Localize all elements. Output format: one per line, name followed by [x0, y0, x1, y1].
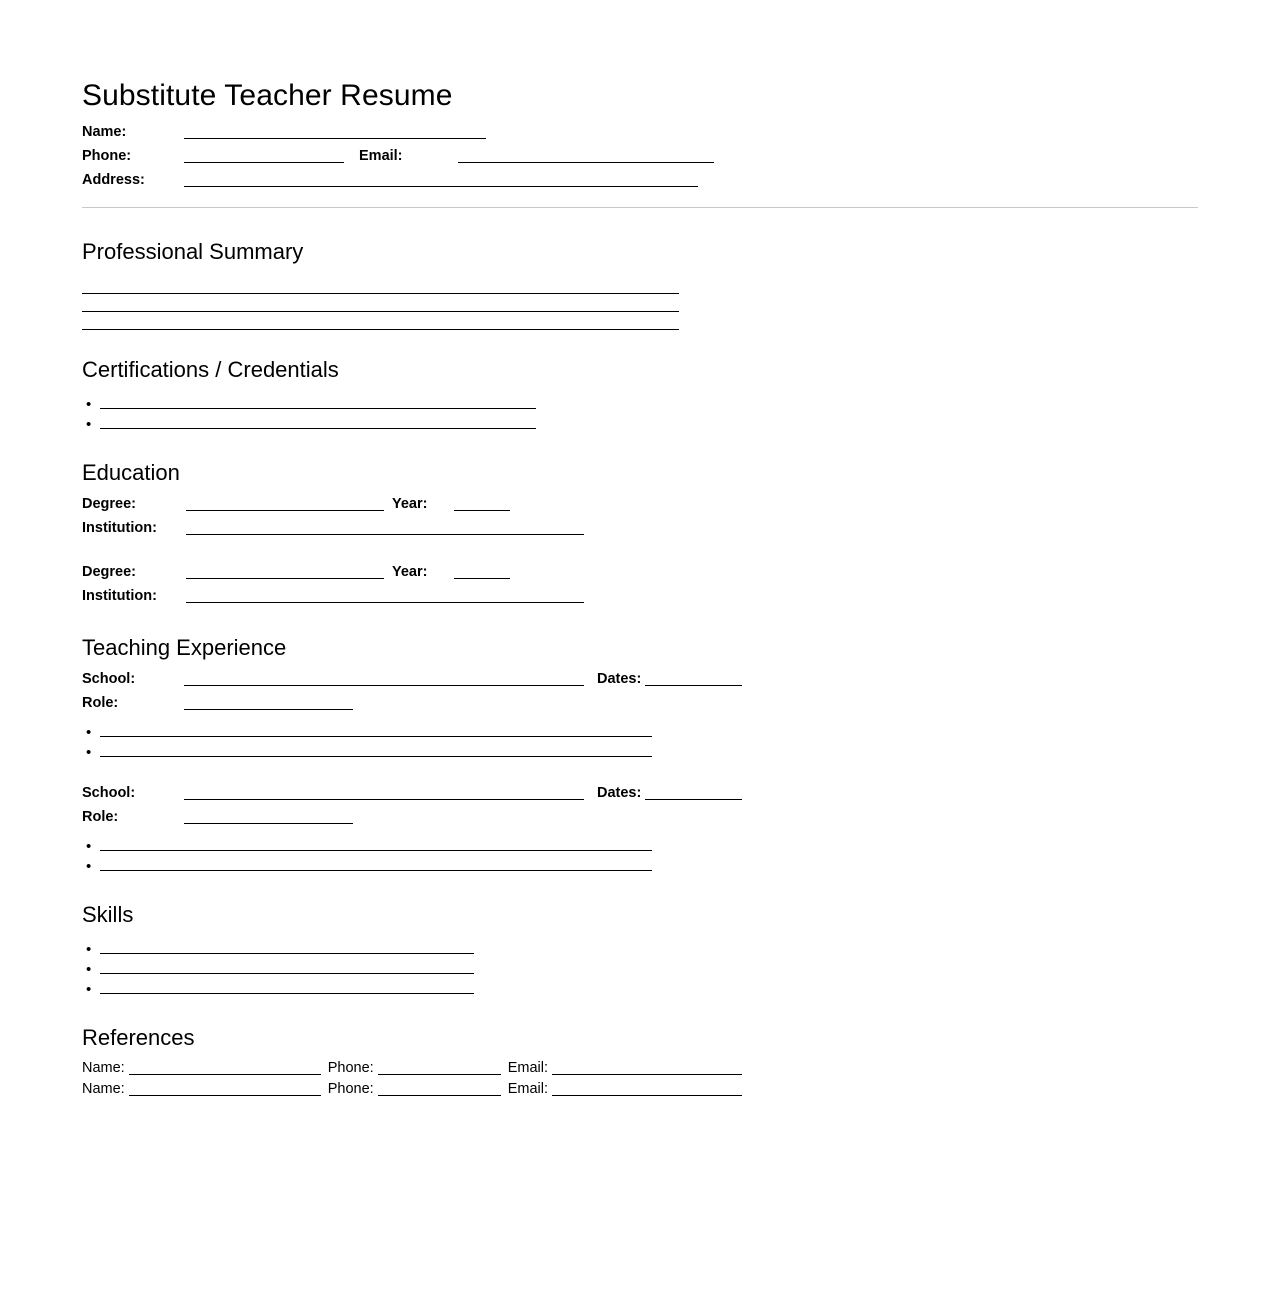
skill-input-line[interactable]: [100, 953, 474, 954]
degree-year-row: Degree: Year:: [82, 492, 1198, 516]
bullet-icon: •: [86, 416, 92, 433]
list-item: [82, 741, 1198, 761]
summary-heading: Professional Summary: [82, 239, 304, 264]
institution-input-line[interactable]: [186, 602, 584, 603]
list-item: [82, 413, 1198, 433]
reference-name-label: Name:: [82, 1081, 125, 1097]
list-item: [82, 721, 1198, 741]
school-label: School:: [82, 785, 136, 801]
school-input-line[interactable]: [184, 799, 584, 800]
school-dates-row: School: Dates:: [82, 781, 1198, 805]
resume-content: [82, 78, 1198, 1100]
experience-detail-line[interactable]: [100, 756, 652, 757]
degree-label: Degree:: [82, 496, 136, 512]
education-heading: Education: [82, 460, 180, 485]
year-input-line[interactable]: [454, 578, 510, 579]
phone-email-row: Phone: Email:: [82, 144, 1198, 168]
contact-header: [82, 120, 1198, 192]
address-input-line[interactable]: [184, 186, 698, 187]
institution-input-line[interactable]: [186, 534, 584, 535]
reference-name-input-line[interactable]: [129, 1095, 321, 1096]
experience-detail-line[interactable]: [100, 736, 652, 737]
spacer: [82, 998, 1198, 1024]
certifications-heading: Certifications / Credentials: [82, 357, 339, 382]
bullet-icon: •: [86, 981, 92, 998]
education-entry: [82, 492, 1198, 540]
experience-bullets: [82, 721, 1198, 761]
reference-email-label: Email:: [507, 1060, 548, 1076]
phone-input-line[interactable]: [184, 162, 344, 163]
reference-phone-label: Phone:: [327, 1081, 374, 1097]
address-row: [82, 168, 1198, 192]
summary-lines: [82, 276, 1198, 330]
experience-heading: Teaching Experience: [82, 635, 287, 660]
reference-name-input-line[interactable]: [129, 1074, 321, 1075]
reference-phone-input-line[interactable]: [378, 1074, 501, 1075]
school-dates-row: School: Dates:: [82, 667, 1198, 691]
list-item: [82, 938, 1198, 958]
phone-label: Phone:: [82, 148, 132, 164]
section-references: [82, 1024, 1198, 1100]
reference-name-label: Name:: [82, 1060, 125, 1076]
list-item: [82, 958, 1198, 978]
education-entry: [82, 560, 1198, 608]
role-input-line[interactable]: [184, 823, 353, 824]
certification-input-line[interactable]: [100, 408, 536, 409]
skills-heading: Skills: [82, 902, 134, 927]
certifications-list: [82, 393, 1198, 433]
bullet-icon: •: [86, 858, 92, 875]
spacer: [82, 208, 1198, 238]
role-row: [82, 691, 1198, 715]
experience-entry: [82, 781, 1198, 875]
spacer: [82, 761, 1198, 781]
summary-line[interactable]: [82, 294, 679, 312]
section-certifications: [82, 356, 1198, 433]
reference-phone-label: Phone:: [327, 1060, 374, 1076]
degree-year-row: Degree: Year:: [82, 560, 1198, 584]
section-skills: [82, 901, 1198, 998]
reference-email-label: Email:: [507, 1081, 548, 1097]
certification-input-line[interactable]: [100, 428, 536, 429]
references-heading: References: [82, 1025, 195, 1050]
section-professional-summary: [82, 238, 1198, 330]
reference-email-input-line[interactable]: [552, 1095, 742, 1096]
institution-row: [82, 584, 1198, 608]
bullet-icon: •: [86, 396, 92, 413]
institution-label: Institution:: [82, 588, 157, 604]
reference-row: [82, 1058, 1198, 1079]
spacer: [82, 608, 1198, 634]
bullet-icon: •: [86, 724, 92, 741]
spacer: [82, 433, 1198, 459]
school-input-line[interactable]: [184, 685, 584, 686]
reference-phone-input-line[interactable]: [378, 1095, 501, 1096]
bullet-icon: •: [86, 838, 92, 855]
role-row: [82, 805, 1198, 829]
list-item: [82, 855, 1198, 875]
experience-entry: [82, 667, 1198, 761]
dates-input-line[interactable]: [645, 799, 742, 800]
institution-label: Institution:: [82, 520, 157, 536]
experience-detail-line[interactable]: [100, 850, 652, 851]
name-row: [82, 120, 1198, 144]
institution-row: [82, 516, 1198, 540]
section-teaching-experience: [82, 634, 1198, 875]
summary-line[interactable]: [82, 312, 679, 330]
dates-input-line[interactable]: [645, 685, 742, 686]
experience-detail-line[interactable]: [100, 870, 652, 871]
reference-email-input-line[interactable]: [552, 1074, 742, 1075]
summary-line[interactable]: [82, 276, 679, 294]
bullet-icon: •: [86, 961, 92, 978]
list-item: [82, 393, 1198, 413]
address-label: Address:: [82, 172, 145, 188]
spacer: [82, 330, 1198, 356]
email-input-line[interactable]: [458, 162, 714, 163]
bullet-icon: •: [86, 941, 92, 958]
year-input-line[interactable]: [454, 510, 510, 511]
page-title: Substitute Teacher Resume: [82, 79, 453, 112]
spacer: [82, 540, 1198, 560]
name-input-line[interactable]: [184, 138, 486, 139]
degree-input-line[interactable]: [186, 578, 384, 579]
role-label: Role:: [82, 695, 119, 711]
list-item: [82, 978, 1198, 998]
reference-row: [82, 1079, 1198, 1100]
experience-bullets: [82, 835, 1198, 875]
bullet-icon: •: [86, 744, 92, 761]
references-list: [82, 1058, 1198, 1100]
role-label: Role:: [82, 809, 119, 825]
school-label: School:: [82, 671, 136, 687]
section-education: [82, 459, 1198, 608]
degree-label: Degree:: [82, 564, 136, 580]
degree-input-line[interactable]: [186, 510, 384, 511]
list-item: [82, 835, 1198, 855]
role-input-line[interactable]: [184, 709, 353, 710]
spacer: [82, 875, 1198, 901]
skills-list: [82, 938, 1198, 998]
name-label: Name:: [82, 124, 127, 140]
skill-input-line[interactable]: [100, 993, 474, 994]
skill-input-line[interactable]: [100, 973, 474, 974]
